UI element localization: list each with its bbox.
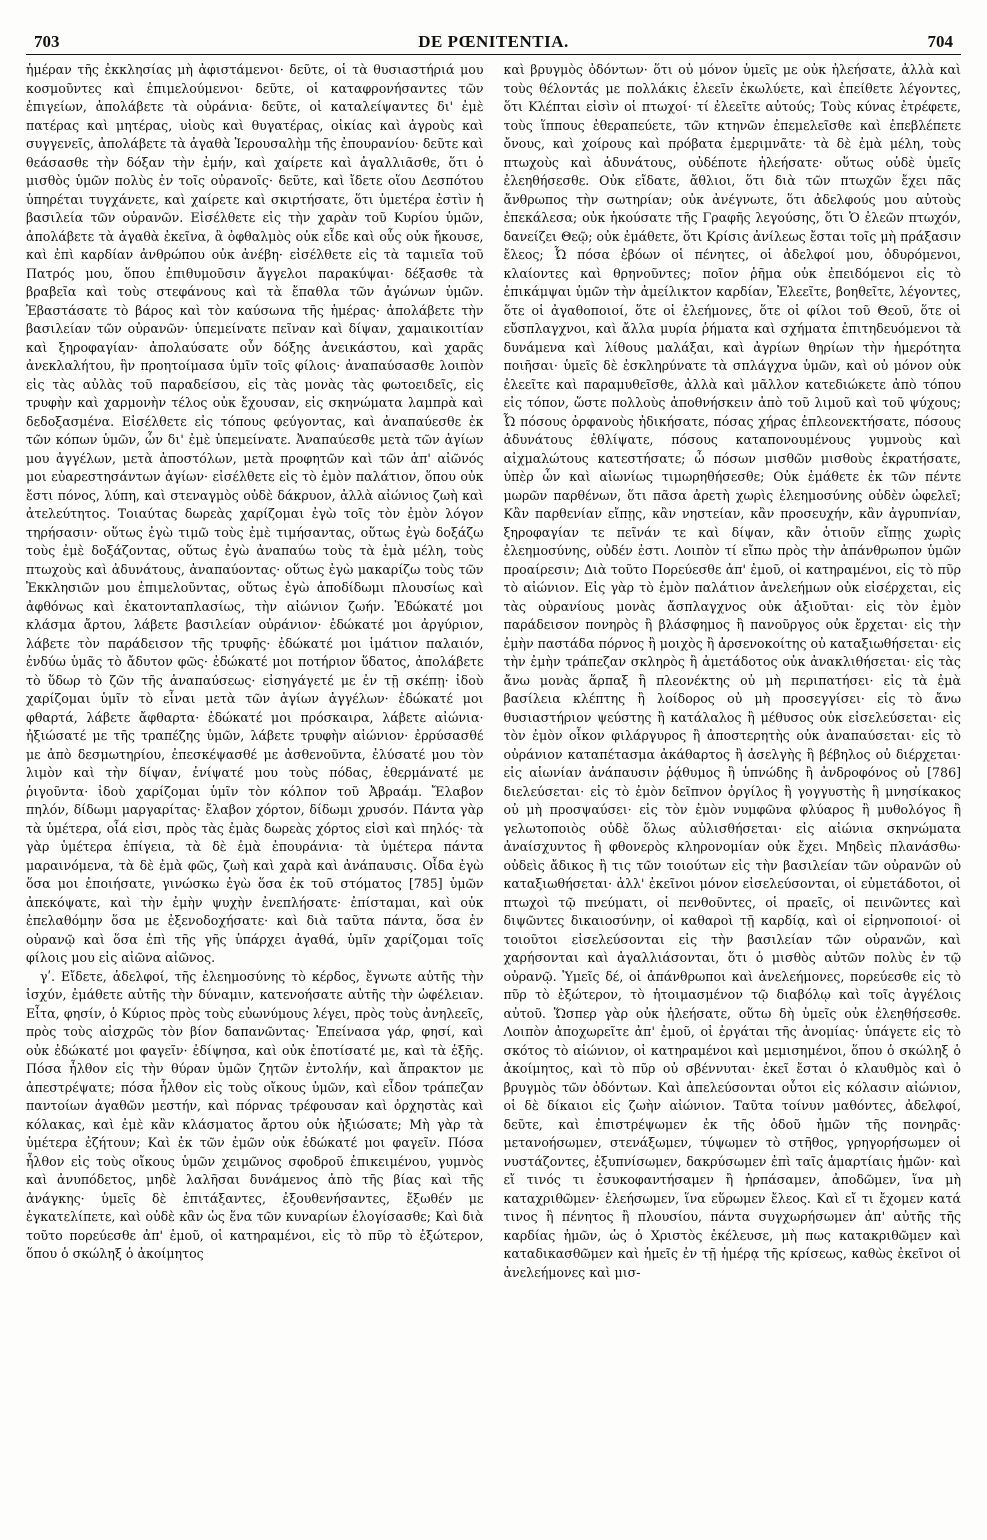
left-column — [26, 61, 494, 1531]
running-title: DE PŒNITENTIA. — [418, 32, 569, 51]
paragraph-section-3: γʹ. Εἴδετε, ἀδελφοί, τῆς ἐλεημοσύνης τὸ κέρδος, ἔγνωτε αὐτῆς τὴν ἰσχύν, ἐμάθετε αὐτῆς τὴν δύναμιν, κατενοήσατε αὐτῆς τὴν ὠφέλειαν. Εἶτα, φησίν, ὁ Κύριος πρὸς τοὺς εὐωνύμους λέγει, πρὸς τοὺς ἀνηλεεῖς, πρὸς τοὺς αἰσχρῶς τὸν βίον δαπανῶντας· Ἐπείνασα γάρ, φησί, καὶ οὐκ ἐδώκατέ μοι φαγεῖν· ἐδίψησα, καὶ οὐκ ἐποτίσατέ με, καὶ τὰ ἑξῆς. Πόσα ἦλθον εἰς τὴν θύραν ὑμῶν ζητῶν ἐντολήν, καὶ ἄπρακτον με ἀπεστρέψατε; πόσα ἦλθον εἰς τοὺς οἴκους ὑμῶν, καὶ εἶδον τράπεζαν παντοίων ἀγαθῶν μεστήν, καὶ πόρνας τρέφουσαν καὶ ὀρχηστὰς καὶ κόλακας, καὶ ἐμὲ κἂν κλάσματος ἄρτου οὐκ ἠξιώσατε; Μὴ γὰρ τὰ ὑμέτερα ἐζήτουν; Καὶ ἐκ τῶν ἐμῶν οὐκ ἐδώκατέ μοι φαγεῖν. Πόσα ἦλθον εἰς τοὺς οἴκους ὑμῶν χειμῶνος σφοδροῦ ἐπικειμένου, γυμνὸς καὶ ἀνυπόδετος, μηδὲ λαλῆσαι δυνάμενος ἀπὸ τῆς βίας καὶ τῆς ἀνάγκης· ὑμεῖς δὲ ἐπιτάξαντες, ἐξουθενήσαντες, ἔξωθέν με ἐγκατελίπετε, καὶ οὐδὲ κἂν ὡς ἕνα τῶν κυναρίων ἐλογίσασθε; Καὶ διὰ τοῦτο πορεύεσθε ἀπ' ἐμοῦ, οἱ κατηραμένοι, εἰς τὸ πῦρ τὸ ἐξώτερον, ὅπου ὁ σκώληξ ὁ ἀκοίμητος — [26, 968, 484, 1261]
page-number-left: 703 — [34, 32, 60, 51]
running-header — [26, 26, 961, 55]
page-number-right: 704 — [927, 32, 953, 51]
paragraph: ἡμέραν τῆς ἐκκλησίας μὴ ἀφιστάμενοι· δεῦτε, οἱ τὰ θυσιαστήριά μου κοσμοῦντες καὶ ἐπιμελούμενοι· δεῦτε, οἱ καταφρονήσαντες τῶν ἐπιγείων, ἀπολάβετε τὰ οὐράνια· δεῦτε, οἱ καταλείψαντες δι' ἐμὲ πατέρας καὶ μητέρας, υἱοὺς καὶ θυγατέρας, οἰκίας καὶ ἀγροὺς καὶ συγγενεῖς, ἀπολάβετε τὰ ἀγαθὰ Ἱερουσαλὴμ τῆς ἐπουρανίου· δεῦτε καὶ θεάσασθε τὴν δόξαν τὴν ἐμήν, καὶ χαίρετε καὶ ἀγαλλιᾶσθε, ὅτι ὁ μισθὸς ὑμῶν πολὺς ἐν τοῖς οὐρανοῖς· δεῦτε, καὶ ἴδετε οἵου Δεσπότου ὑπηρέται τυγχάνετε, καὶ χαίρετε καὶ σκιρτήσατε, ὅτι ὑμετέρα ἐστὶν ἡ βασιλεία τῶν οὐρανῶν. Εἰσέλθετε εἰς τὴν χαρὰν τοῦ Κυρίου ὑμῶν, ἀπολάβετε τὰ ἀγαθὰ ἐκεῖνα, ἃ ὀφθαλμὸς οὐκ εἶδε καὶ οὖς οὐκ ἤκουσε, καὶ ἐπὶ καρδίαν ἀνθρώπου οὐκ ἀνέβη· εἰσέλθετε εἰς τὰ ταμιεῖα τοῦ Πατρός μου, ὅπου ἐπιθυμοῦσιν ἄγγελοι παρακύψαι· δέξασθε τὰ βραβεῖα καὶ τοὺς στεφάνους καὶ τὰ ἔπαθλα τῶν ἀγώνων ὑμῶν. Ἐβαστάσατε τὸ βάρος καὶ τὸν καύσωνα τῆς ἡμέρας· ἀπολάβετε τὴν βασιλείαν τῶν οὐρανῶν· ὑπεμείνατε πεῖναν καὶ δίψαν, χαμαικοιτίαν καὶ ξηροφαγίαν· ἀπολαύσατε οὖν δόξης ἀνεικάστου, καὶ χαρᾶς ἀνεκλαλήτου, ἣν προητοίμασα ὑμῖν τοῖς φίλοις· ἀναπαύσασθε λοιπὸν εἰς τὰς αὐλὰς τοῦ παραδείσου, εἰς τὰς μονὰς τὰς φωτοειδεῖς, εἰς τρυφὴν καὶ χαρμονὴν τέλος οὐκ ἔχουσαν, εἰς σκηνώματα λαμπρὰ καὶ δεδοξασμένα. Εἰσέλθετε εἰς τόπους φεύγοντας, καὶ ἀναπαύεσθε ἐκ τῶν κόπων ὑμῶν, ὧν δι' ἐμὲ ὑπεμείνατε. Ἀναπαύεσθε μετὰ τῶν ἁγίων μου ἀγγέλων, μετὰ ἀποστόλων, μετὰ προφητῶν καὶ τῶν ἀπ' αἰῶνός μοι εὐαρεστησάντων ἁγίων· εἰσέλθετε εἰς τὸ ἐμὸν παλάτιον, ὅπου οὐκ ἔστι πόνος, λύπη, καὶ στεναγμὸς οὐδὲ δάκρυον, ἀλλὰ αἰώνιος ζωὴ καὶ ἀτελεύτητος. Τοιαύτας δωρεὰς χαρίζομαι ἐγὼ τοῖς τὸν ἐμὸν λόγον τηρήσασιν· οὕτως ἐγὼ τιμῶ τοὺς ἐμὲ τιμήσαντας, οὕτως ἐγὼ δοξάζω τοὺς ἐμὲ δοξάζοντας, οὕτως ἐγὼ ἀναπαύω τοὺς τὰ ἐμὰ μέλη, τοὺς πτωχοὺς καὶ ἀδυνάτους, ἀναπαύοντας· οὕτως ἐγὼ μακαρίζω τοὺς τῶν Ἐκκλησιῶν μου ἐπιμελοῦντας, οὕτως ἐγὼ ἀποδίδωμι πλουσίως καὶ ἀφθόνως καὶ ἑκατονταπλασίως, τὴν αἰώνιον ζωήν. Ἐδώκατέ μοι κλάσμα ἄρτου, λάβετε βασιλείαν οὐράνιον· ἐδώκατέ μοι ἀργύριον, λάβετε τὸν παράδεισον τῆς τρυφῆς· ἐδώκατέ μοι ἱμάτιον παλαιόν, ἐνδύω ὑμᾶς τὸ ἄδυτον φῶς· ἐδώκατέ μοι ποτήριον ὕδατος, ἀπολάβετε τὸ ὕδωρ τὸ ζῶν τῆς ἀναπαύσεως· εἰσηγάγετέ με ἐν τῇ σκέπῃ· ἰδοὺ χαρίζομαι ὑμῖν τὸ εἶναι μετὰ τῶν ἁγίων ἀγγέλων· ἐδώκατέ μοι φθαρτά, λάβετε ἄφθαρτα· ἐδώκατέ μοι πρόσκαιρα, λάβετε αἰώνια· ἠξιώσατέ με τῆς τραπέζης ὑμῶν, λάβετε τρυφὴν αἰώνιον· ἐρρύσασθέ με ἀπὸ δεσμωτηρίου, ἐπεσκέψασθέ με ἀσθενοῦντα, ἐλύσατέ μου τὸν λιμὸν καὶ τὴν δίψαν, ἐνίψατέ μου τοὺς πόδας, ἐθερμάνατέ με ῥιγοῦντα· ἰδοὺ χαρίζομαι ὑμῖν τὸν κόλπον τοῦ Ἀβραάμ. Ἔλαβον πηλόν, δίδωμι μαργαρίτας· ἔλαβον χόρτον, δίδωμι χρυσόν. Πάντα γὰρ τὰ ὑμέτερα, οἷά εἰσι, πρὸς τὰς ἐμὰς δωρεὰς χόρτος εἰσὶ καὶ πηλός· τὰ γὰρ ὑμέτερα ἐπίγεια, τὰ δὲ ἐμὰ ἐπουράνια· τὰ ὑμέτερα πάντα μαραινόμενα, τὰ δὲ ἐμὰ φῶς, ζωὴ καὶ χαρὰ καὶ ἀνάπαυσις. Οἶδα ἐγὼ ὅσα μοι ἐποιήσατε, γινώσκω ἐγὼ ὅσα ἐκ τοῦ στόματος [785] ὑμῶν ἀπεκόψατε, καὶ τὴν ἐμὴν ψυχὴν ἐνεπλήσατε· ἐπίσταμαι, καὶ οὐκ ἐπελαθόμην ὅσα με ἐξενοδοχήσατε· καὶ διὰ ταῦτα πάντα, ὅσα ἐν οὐρανῷ καὶ ὅσα ἐπὶ τῆς γῆς ὑπάρχει ἀγαθά, ὑμῖν χαρίζομαι τοῖς φίλοις μου εἰς αἰῶνα αἰῶνος. — [26, 62, 484, 965]
paragraph: καὶ βρυγμὸς ὀδόντων· ὅτι οὐ μόνον ὑμεῖς με οὐκ ἠλεήσατε, ἀλλὰ καὶ τοὺς θέλοντάς με πολλάκις ἐλεεῖν ἐκωλύετε, καὶ ἐπείθετε λέγοντες, ὅτι Κλέπται εἰσὶν οἱ πτωχοί· τί ἐλεεῖτε αὐτούς; Τοὺς κύνας ἐτρέφετε, τοὺς ἵππους ἐθεραπεύετε, τῶν κτηνῶν ἐπεμελεῖσθε καὶ ἐπεβλέπετε ὄνους, καὶ χοίρους καὶ πρόβατα ἐμεριμνᾶτε· τὰ δὲ ἐμὰ μέλη, τοὺς πτωχοὺς καὶ ἀδυνάτους, οὐδέποτε ἠλεήσατε· οὕτως οὐδὲ ὑμεῖς ἐλεηθήσεσθε. Οὐκ εἴδατε, ἄθλιοι, ὅτι διὰ τῶν πτωχῶν ἔχει πᾶς ἄνθρωπος τὴν σωτηρίαν; οὐκ ἀνέγνωτε, ὅτι ἀδελφούς μου αὐτοὺς ἐπεκάλεσα; οὐκ ἠκούσατε τῆς Γραφῆς λεγούσης, ὅτι Ὁ ἐλεῶν πτωχόν, δανείζει Θεῷ; οὐκ ἐμάθετε, ὅτι Κρίσις ἀνίλεως ἔσται τοῖς μὴ πράξασιν ἔλεος; Ὦ πόσα ἐβόων οἱ πένητες, οἱ ἀδελφοί μου, ὀδυρόμενοι, κλαίοντες καὶ θρηνοῦντες; ποῖον ῥῆμα οὐκ ἐπειδόμενοι εἰς τὸ ἐπικάμψαι ὑμῶν τὴν ἀμείλικτον καρδίαν, Ἐλεεῖτε, βοηθεῖτε, λέγοντες, ὅτε οἱ ἀγαθοποιοί, ὅτε οἱ ἐλεήμονες, ὅτε οἱ φίλοι τοῦ Θεοῦ, ὅτε οἱ εὔσπλαγχνοι, καὶ ἄλλα μυρία ῥήματα καὶ σχήματα ἐπιτηδευόμενοι τὰ δυνάμενα καὶ λίθους μαλάξαι, καὶ ἀγρίων θηρίων τὴν ἡμερότητα ποιῆσαι· ὑμεῖς δὲ ἐσκληρύνατε τὰ σπλάγχνα ὑμῶν, καὶ οὐ μόνον οὐκ ἐλεεῖτε καὶ παραμυθεῖσθε, ἀλλὰ καὶ μᾶλλον κατεδιώκετε ἀπὸ τόπου εἰς τόπον, ὥστε πολλοὺς ἀποθνήσκειν ἀπὸ τοῦ λιμοῦ καὶ τοῦ ψύχους; Ὦ πόσους ὀρφανοὺς ἠδικήσατε, πόσας χήρας ἐπλεονεκτήσατε, πόσους ἀδυνάτους ἐθλίψατε, πόσους καταπονουμένους γυμνοὺς καὶ αἰχμαλώτους κατεστήσατε; ὦ πόσων μισθῶν μισθοὺς ἐκρατήσατε, ὑπὲρ ὧν καὶ αἰωνίως τιμωρηθήσεσθε; Οὐκ ἐμάθετε ἐκ τῶν πέντε μωρῶν παρθένων, ὅτι πᾶσα ἀρετὴ χωρὶς ἐλεημοσύνης οὐδὲν ὠφελεῖ; Κἂν παρθενίαν εἴπῃς, κἂν νηστείαν, κἂν προσευχήν, κἂν ἀγρυπνίαν, ξηροφαγίαν τε πεῖνάν τε καὶ δίψαν, κἂν ὁτιοῦν εἴπῃς χωρὶς ἐλεημοσύνης, οὐδέν ἐστι. Λοιπὸν τί εἴπω πρὸς τὴν ἀπάνθρωπον ὑμῶν προαίρεσιν; Διὰ τοῦτο Πορεύεσθε ἀπ' ἐμοῦ, οἱ κατηραμένοι, εἰς τὸ πῦρ τὸ αἰώνιον. Εἰς γὰρ τὸ ἐμὸν παλάτιον ἀνελεήμων οὐκ εἰσέρχεται, εἰς τὰς οὐρανίους μονὰς ἄσπλαγχνος οὐκ ἀξιοῦται· εἰς τὸν ἐμὸν παράδεισον πονηρὸς ἢ βλάσφημος ἢ πανοῦργος οὐκ ἔρχεται· εἰς τὴν ἐμὴν παστάδα πόρνος ἢ μοιχὸς ἢ ἀρσενοκοίτης οὐ καταξιωθήσεται· εἰς τὴν ἐμὴν τράπεζαν σκληρὸς ἢ ἀμετάδοτος οὐκ ἀνακλιθήσεται· εἰς τὰς ἄνω μονὰς ἅρπαξ ἢ πλεονέκτης οὐ μὴ περιπατήσει· εἰς τὰ ἐμὰ βασίλεια κλέπτης ἢ λοίδορος οὐ μὴ προσεγγίσει· εἰς τὸ ἄνω θυσιαστήριον ψεύστης ἢ κατάλαλος ἢ μέθυσος οὐκ εἰσελεύσεται· εἰς τὸν ἐμὸν οἶκον φιλάργυρος ἢ ἀποστερητὴς οὐκ ἀναπαύσεται· εἰς τὸ οὐράνιον καταπέτασμα ἀκάθαρτος ἢ ἀσελγὴς ἢ βέβηλος οὐ διέρχεται· εἰς αἰωνίαν ἀνάπαυσιν ῥᾴθυμος ἢ ὑπνώδης ἢ ἀνδροφόνος οὐ [786] διελεύσεται· εἰς τὸ ἐμὸν δεῖπνον ὀργίλος ἢ γογγυστὴς ἢ μνησίκακος οὐ μὴ προσψαύσει· εἰς τὸν ἐμὸν νυμφῶνα φλύαρος ἢ μυθολόγος ἢ γελωτοποιὸς οὐδὲ ὅλως αὐλισθήσεται· εἰς αἰώνια σκηνώματα ἀναίσχυντος ἢ φθονερὸς κληρονομίαν οὐκ ἔχει. Μηδεὶς πλανάσθω· οὐδεὶς ἄδικος ἢ τις τῶν τοιούτων εἰς τὴν βασιλείαν τῶν οὐρανῶν οὐ καταξιωθήσεται· ἀλλ' ἐκεῖνοι μόνον εἰσελεύσονται, οἱ εὐμετάδοτοι, οἱ πτωχοὶ τῷ πνεύματι, οἱ πενθοῦντες, οἱ πραεῖς, οἱ πεινῶντες καὶ διψῶντες δικαιοσύνην, οἱ καθαροὶ τῇ καρδίᾳ, καὶ οἱ εἰρηνοποιοί· οἱ τοιοῦτοι εἰσελεύσονται εἰς τὴν βασιλείαν τῶν οὐρανῶν, καὶ χαρήσονται καὶ ἀγαλλιάσονται, ὅτι ὁ μισθὸς αὐτῶν πολὺς ἐν τῷ οὐρανῷ. Ὑμεῖς δέ, οἱ ἀπάνθρωποι καὶ ἀνελεήμονες, πορεύεσθε εἰς τὸ πῦρ τὸ ἐξώτερον, τὸ ἡτοιμασμένον τῷ διαβόλῳ καὶ τοῖς ἀγγέλοις αὐτοῦ. Ὥσπερ γὰρ οὐκ ἠλεήσατε, οὕτω δὴ ὑμεῖς οὐκ ἐλεηθήσεσθε. Λοιπὸν ἀποχωρεῖτε ἀπ' ἐμοῦ, οἱ ἐργάται τῆς ἀνομίας· ὑπάγετε εἰς τὸ σκότος τὸ αἰώνιον, οἱ κατηραμένοι καὶ μεμισημένοι, ὅπου ὁ σκώληξ ὁ ἀκοίμητος, καὶ τὸ πῦρ οὐ σβέννυται· ἐκεῖ ἔσται ὁ κλαυθμὸς καὶ ὁ βρυγμὸς τῶν ὀδόντων. Καὶ ἀπελεύσονται οὗτοι εἰς κόλασιν αἰώνιον, οἱ δὲ δίκαιοι εἰς ζωὴν αἰώνιον. Ταῦτα τοίνυν μαθόντες, ἀδελφοί, δεῦτε, καὶ ἐπιστρέψωμεν ἐκ τῆς ὁδοῦ ἡμῶν τῆς πονηρᾶς· μετανοήσωμεν, στενάξωμεν, τύψωμεν τὸ στῆθος, γρηγορήσωμεν οἱ νυστάζοντες, ἐξυπνίσωμεν, δακρύσωμεν ἐπὶ ταῖς ἁμαρτίαις ἡμῶν· καὶ εἴ τινός τι ἐσυκοφαντήσαμεν ἢ ἡρπάσαμεν, ἀποδῶμεν, ἵνα μὴ καταχριθῶμεν· ἐλεήσωμεν, ἵνα εὕρωμεν ἔλεος. Καὶ εἴ τι ἔχομεν κατά τινος ἢ πένητος ἢ πλουσίου, πάντα συγχωρήσωμεν ἀπ' αὐτῆς τῆς καρδίας ἡμῶν, ὡς ὁ Χριστὸς ἐκέλευσε, μὴ πως κατακριθῶμεν καὶ καταδικασθῶμεν καὶ ἡμεῖς ἐν τῇ ἡμέρᾳ τῆς κρίσεως, καθὼς ἐκεῖνοι οἱ ἀνελεήμονες καὶ μισ- — [503, 62, 961, 1280]
text-columns — [26, 61, 961, 1531]
right-column — [494, 61, 962, 1531]
